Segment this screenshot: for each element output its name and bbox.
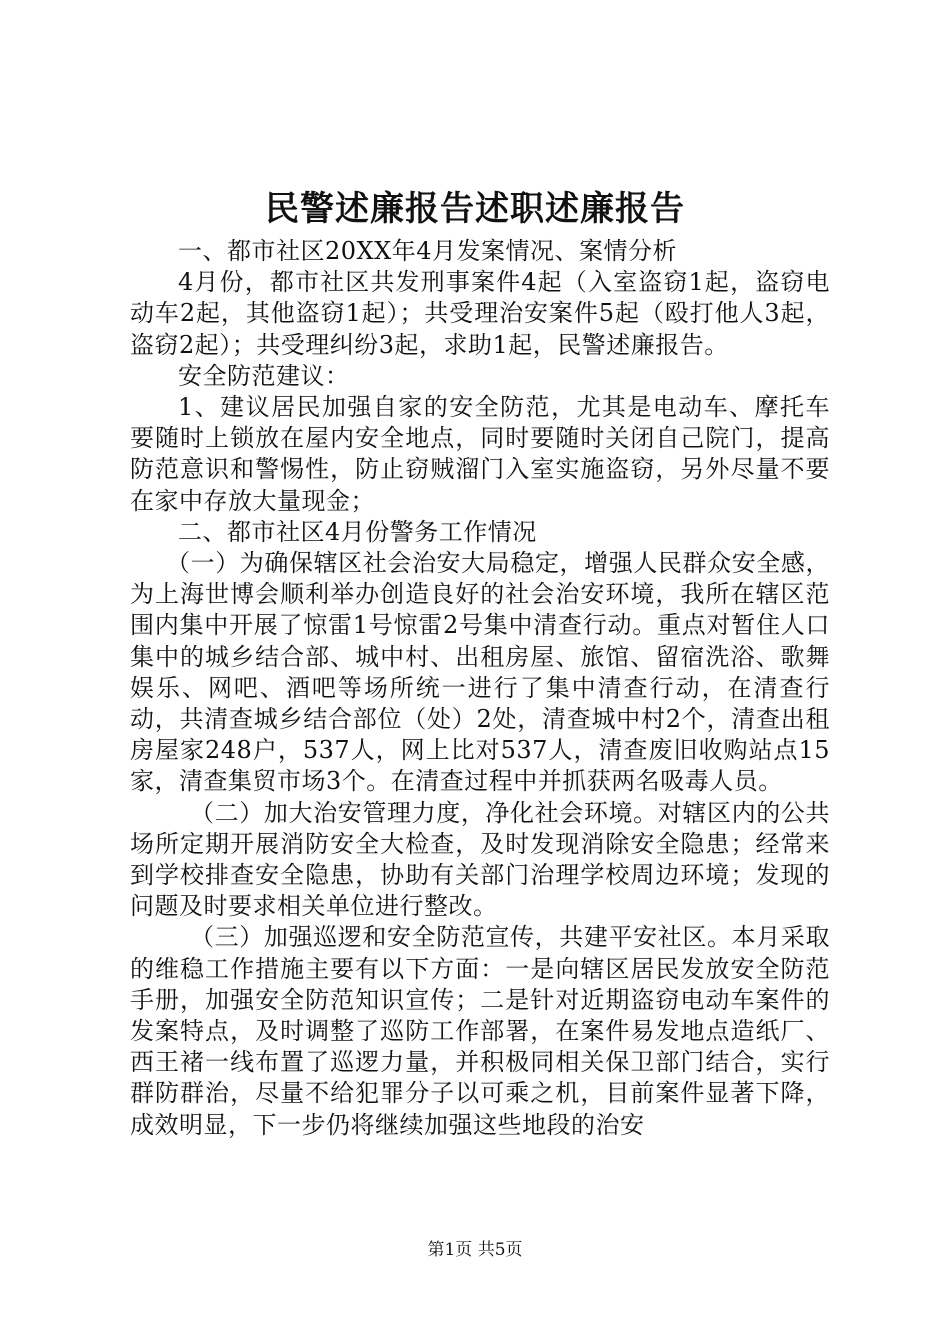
section-heading-2: 二、都市社区4月份警务工作情况 xyxy=(178,517,537,546)
paragraph-case-summary: 4月份，都市社区共发刑事案件4起（入室盗窃1起，盗窃电动车2起，其他盗窃1起）；共受理治安案件5起（殴打他人3起，盗窃2起）；共受理纠纷3起，求助1起，民警述廉报告。 xyxy=(130,268,830,359)
page-footer: 第1页 共5页 xyxy=(427,1240,523,1260)
paragraph-safety-advice: 1、建议居民加强自家的安全防范，尤其是电动车、摩托车要随时上锁放在屋内安全地点，同时要随时关闭自己院门，提高防范意识和警惕性，防止窃贼溜门入室实施盗窃，另外尽量不要在家中存放大量现金； xyxy=(130,393,830,515)
paragraph-safety-heading: 安全防范建议： xyxy=(178,361,350,390)
section-heading-1: 一、都市社区20XX年4月发案情况、案情分析 xyxy=(178,237,677,265)
paragraph-item-1: （一）为确保辖区社会治安大局稳定，增强人民群众安全感，为上海世博会顺利举办创造良好的社会治安环境，我所在辖区范围内集中开展了惊雷1号惊雷2号集中清查行动。重点对暂住人口集中的城乡结合部、城中村、出租房屋、旅馆、留宿洗浴、歌舞娱乐、网吧、酒吧等场所统一进行了集中清查行动，在清查行动，共清查城乡结合部位（处）2处，清查城中村2个，清查出租房屋家248户，537人，网上比对537人，清查废旧收购站点15家，清查集贸市场3个。在清查过程中并抓获两名吸毒人员。 xyxy=(130,549,830,796)
paragraph-item-2: （二）加大治安管理力度，净化社会环境。对辖区内的公共场所定期开展消防安全大检查，及时发现消除安全隐患；经常来到学校排查安全隐患，协助有关部门治理学校周边环境；发现的问题及时要求相关单位进行整改。 xyxy=(130,798,830,921)
paragraph-item-3: （三）加强巡逻和安全防范宣传，共建平安社区。本月采取的维稳工作措施主要有以下方面：一是向辖区居民发放安全防范手册，加强安全防范知识宣传；二是针对近期盗窃电动车案件的发案特点，及时调整了巡防工作部署，在案件易发地点造纸厂、西王褚一线布置了巡逻力量，并积极同相关保卫部门结合，实行群防群治，尽量不给犯罪分子以可乘之机，目前案件显著下降，成效明显，下一步仍将继续加强这些地段的治安 xyxy=(130,923,830,1139)
document-title: 民警述廉报告述职述廉报告 xyxy=(265,189,685,229)
document-body xyxy=(130,236,830,1141)
